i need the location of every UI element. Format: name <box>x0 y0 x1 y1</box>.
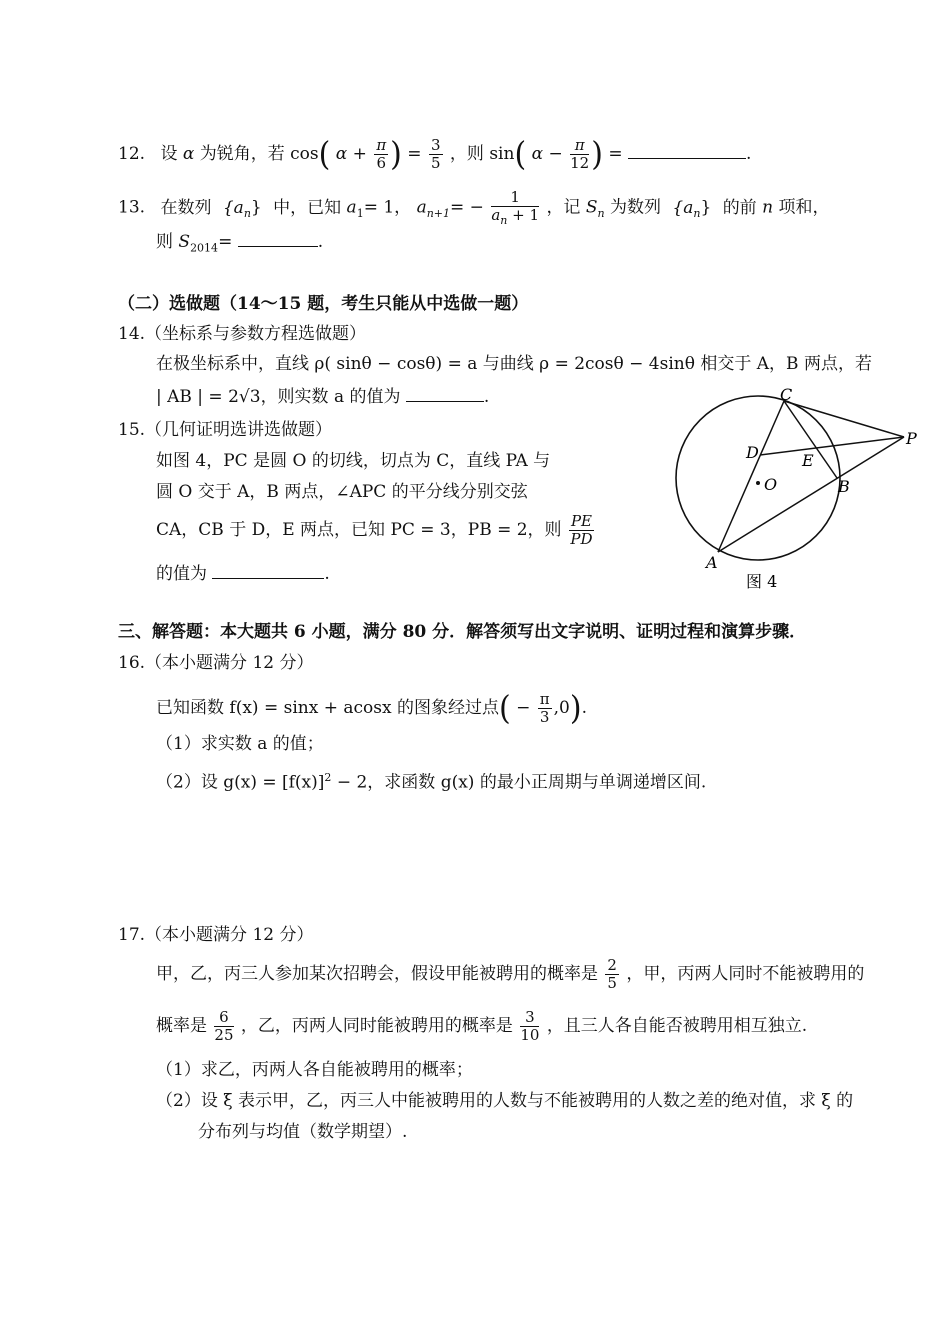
label-d: D <box>746 443 759 462</box>
label-e: E <box>802 451 814 470</box>
center-point <box>756 481 760 485</box>
question-16-part-1: （1）求实数 a 的值； <box>156 734 324 754</box>
figure-caption: 图 4 <box>746 572 778 591</box>
question-14-text-2: | AB | = 2√3，则实数 a 的值为 . <box>156 387 490 407</box>
question-15-text-1: 如图 4，PC 是圆 O 的切线，切点为 C，直线 PA 与 <box>156 451 551 471</box>
label-a: A <box>706 553 718 572</box>
circle-o <box>676 396 840 560</box>
question-13-answer-line: 则 $S_{2014}=$ . <box>156 232 324 255</box>
question-17-part-2-cont: 分布列与均值（数学期望）. <box>198 1122 408 1142</box>
question-16: 16.（本小题满分 12 分） <box>118 653 314 673</box>
question-15-text-3: CA，CB 于 D，E 两点，已知 PC = 3，PB = 2，则 $\frac{PE}{PD}$ <box>156 512 593 548</box>
fraction: $\frac{3}{5}$ <box>430 136 441 172</box>
fraction: $\frac{1}{a_n + 1}$ <box>491 188 540 227</box>
question-14: 14.（坐标系与参数方程选做题） <box>118 324 367 344</box>
fraction: $\frac{6}{25}$ <box>214 1008 234 1044</box>
geometry-figure <box>660 380 930 600</box>
label-o: O <box>764 475 778 494</box>
question-13: 13. 在数列 $\{a_n\}$ 中，已知 $a_1= 1$， $a_{n+1}=$ − $\frac{1}{a_n + 1}$ ，记 $S_n$ 为数列 $\{a_n\}$ 的前 n 项和， <box>118 188 830 227</box>
question-17-part-2: （2）设 ξ 表示甲，乙，丙三人中能被聘用的人数与不能被聘用的人数之差的绝对值，求 ξ 的 <box>156 1091 854 1111</box>
question-17-text-1: 甲，乙，丙三人参加某次招聘会，假设甲能被聘用的概率是 $\frac{2}{5}$ ，甲，丙两人同时不能被聘用的 <box>156 956 865 992</box>
question-12: 12. 设 α 为锐角，若 cos( α + $\frac{\pi}{6}$ ) = $\frac{3}{5}$ ，则 sin( α − $\frac{\pi}{12}$ ) = . <box>118 134 752 174</box>
segment-pd <box>760 437 904 455</box>
segment-pc <box>784 401 904 437</box>
fraction: $\frac{\pi}{12}$ <box>570 136 590 172</box>
section-heading: 三、解答题：本大题共 6 小题，满分 80 分．解答须写出文字说明、证明过程和演算步骤． <box>118 622 807 642</box>
question-17-part-1: （1）求乙，丙两人各自能被聘用的概率； <box>156 1060 473 1080</box>
fraction: $\frac{\pi}{3}$ <box>539 690 550 726</box>
question-number: 12. <box>118 144 146 164</box>
answer-blank[interactable] <box>238 245 318 247</box>
fraction: $\frac{PE}{PD}$ <box>570 512 593 548</box>
question-15-text-2: 圆 O 交于 A，B 两点，∠APC 的平分线分别交弦 <box>156 482 528 502</box>
question-17-text-2: 概率是 $\frac{6}{25}$ ，乙，丙两人同时能被聘用的概率是 $\frac{3}{10}$ ，且三人各自能否被聘用相互独立. <box>156 1008 808 1044</box>
answer-blank[interactable] <box>406 400 484 402</box>
question-16-text: 已知函数 f(x) = sinx + acosx 的图象经过点( − $\frac{\pi}{3}$ ,0). <box>156 688 587 728</box>
label-b: B <box>838 477 850 496</box>
answer-blank[interactable] <box>628 157 746 159</box>
question-15: 15.（几何证明选讲选做题） <box>118 420 333 440</box>
section-heading: （二）选做题（14～15 题，考生只能从中选做一题） <box>118 294 529 314</box>
question-16-part-2: （2）设 $g(x) = [f(x)]^2 - 2$，求函数 g(x) 的最小正周期与单调递增区间. <box>156 771 707 793</box>
question-15-text-4: 的值为 . <box>156 564 330 584</box>
fraction: $\frac{\pi}{6}$ <box>376 136 387 172</box>
question-17: 17.（本小题满分 12 分） <box>118 925 314 945</box>
label-p: P <box>906 429 917 448</box>
fraction: $\frac{3}{10}$ <box>520 1008 540 1044</box>
question-14-text: 在极坐标系中，直线 ρ( sinθ − cosθ) = a 与曲线 ρ = 2cosθ − 4sinθ 相交于 A，B 两点，若 <box>156 354 872 374</box>
sqrt: √3 <box>238 387 261 407</box>
answer-blank[interactable] <box>212 577 324 579</box>
fraction: $\frac{2}{5}$ <box>607 956 617 992</box>
label-c: C <box>780 385 793 404</box>
